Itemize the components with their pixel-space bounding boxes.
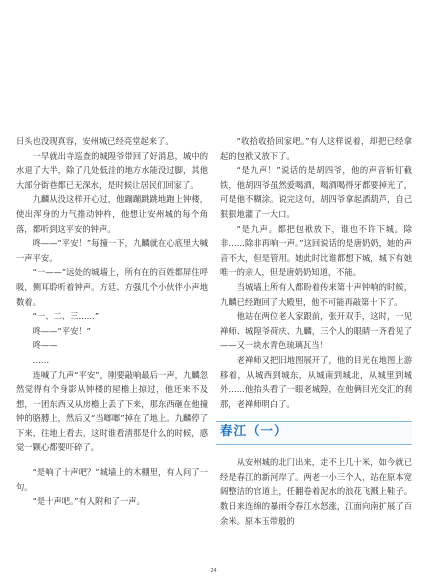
page-number: 24 <box>210 568 217 574</box>
paragraph: “是九声。都把包袱放下，谁也不许下城。除非……除非再响一声。”这回说话的是唐奶奶，她的声音不大，但是管用。她此时比谁都想下城，城下有她唯一的亲人，但是唐奶奶知道，不能。 <box>220 223 412 278</box>
paragraph: 当城墙上所有人都盼着传来第十声钟响的时候，九麟已经跑回了大殿里，他不可能再敲第十下了。 <box>220 281 412 307</box>
paragraph: “一——”远处的城墙上，所有在的百姓都屏住呼吸，侧耳聆听着钟声。方廷、方强几个小伙伴小声地数着。 <box>16 267 208 307</box>
paragraph: “是九声！”说话的是胡四爷，他的声音斩钉截铁，他胡四爷虽然爱喝酒，喝酒喝得牙都要掉光了，可是他不糊涂。说完这句，胡四爷拿起酒葫芦，自己狠狠地灌了一大口。 <box>220 165 412 219</box>
paragraph: 日头也没现真容，安州城已经亮堂起来了。 <box>16 136 174 146</box>
left-column <box>16 134 208 509</box>
paragraph: “收拾收拾回家吧。”有人这样说着，却把已经拿起的包袱又放下了。 <box>220 136 412 161</box>
right-column <box>220 134 412 528</box>
paragraph: 咚——“平安！” <box>32 325 91 336</box>
paragraph: “是十声吧。”有人附和了一声。 <box>32 496 145 507</box>
paragraph: “一、二、三……” <box>32 311 100 322</box>
paragraph: …… <box>32 354 50 365</box>
paragraph: 他站在两位老人家跟前，张开双手，这时，一见禅师、城隍爷荷庆、九麟，三个人的眼睛一齐看见了——又一块水青色琉璃瓦当！ <box>220 311 412 351</box>
paragraph: 一早就出寺巡查的城隍爷带回了好消息，城中的水退了大半，除了几处低洼的地方水能没过脚，其他大部分街巷都已无深水，是时候让居民们回家了。 <box>16 150 208 190</box>
paragraph: 从安州城的北门出来，走不上几十米，如今就已经是春江的新河岸了。两老一小三个人，站在原本宽阔整洁的官道上，任翻卷着泥水的浪花飞溅上鞋子。数日来连绵的暴雨令春江水怒涨，江面向南扩展了百余米。原本玉带般的 <box>220 457 412 526</box>
section-heading <box>216 421 412 445</box>
paragraph: 咚—— <box>32 340 58 351</box>
paragraph: 老禅师又把旧地图展开了，他的目光在地图上游移着，从城西到城东，从城南到城北，从城里到城外……他抬头看了一眼老城隍，在他俩目光交汇的刹那，老禅师明白了。 <box>220 354 412 409</box>
paragraph: “是响了十声吧？”城墙上的木棚里，有人问了一句。 <box>16 467 208 492</box>
section-heading-text: 春江（一） <box>220 423 288 439</box>
paragraph: 咚——“平安！”每撞一下，九麟就在心底里大喊一声平安。 <box>16 238 208 263</box>
paragraph: 九麟从没这样开心过，他蹦蹦跳跳地跑上钟楼，使出浑身的力气推动钟杵，他想让安州城的每个角落，都听到这平安的钟声。 <box>16 194 208 234</box>
paragraph: 连喊了九声“平安”，刚要敲响最后一声，九麟忽然觉得有个身影从钟楼的屋檐上掠过，他还来不及想，一团东西又从房檐上丢了下来，那东西砸在他撞钟的胳膊上，然后又“当啷啷”掉在了地上。九麟停了下来，往地上看去，这时谁看清那是什么的时候，感觉一颗心都要吓碎了。 <box>16 369 208 453</box>
